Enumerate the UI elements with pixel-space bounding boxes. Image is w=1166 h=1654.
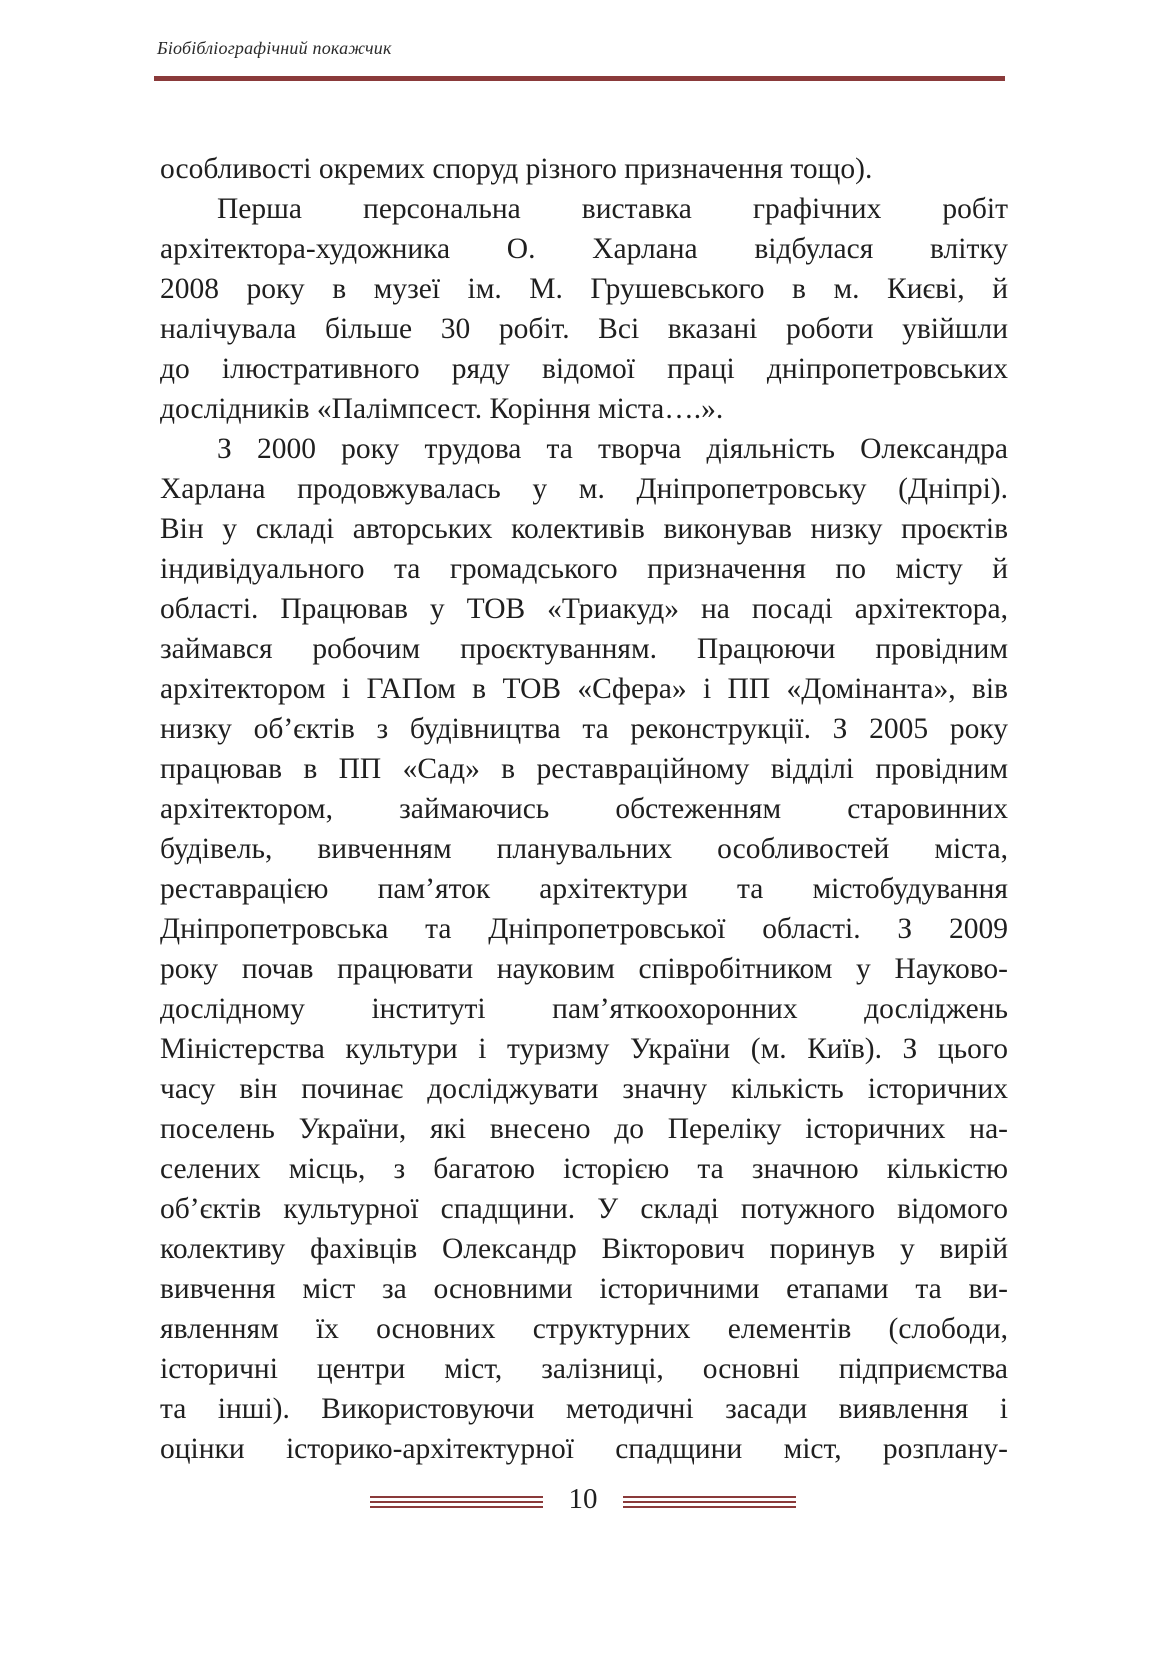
text-line: часу він починає досліджувати значну кількість історичних [160, 1073, 1008, 1105]
text-line: року почав працювати науковим співробітником у Науково- [160, 953, 1008, 985]
text-line: області. Працював у ТОВ «Триакуд» на посаді архітектора, [160, 593, 1008, 625]
text-line: налічувала більше 30 робіт. Всі вказані роботи увійшли [160, 313, 1008, 345]
text-line: дослідному інституті пам’яткоохоронних досліджень [160, 993, 1008, 1025]
text-line: Харлана продовжувалась у м. Дніпропетровську (Дніпрі). [160, 473, 1008, 505]
text-line: Він у складі авторських колективів виконував низку проєктів [160, 513, 1008, 545]
page-number: 10 [568, 1483, 598, 1515]
text-line: 2008 року в музеї ім. М. Грушевського в м. Києві, й [160, 273, 1008, 305]
text-line: архітектора-художника О. Харлана відбулася влітку [160, 233, 1008, 265]
page-footer [370, 1479, 796, 1519]
text-line: об’єктів культурної спадщини. У складі потужного відомого [160, 1193, 1008, 1225]
running-header: Біобібліографічний покажчик [157, 38, 392, 58]
text-line: оцінки історико-архітектурної спадщини міст, розплану- [160, 1433, 1008, 1465]
body-text [160, 149, 1008, 1469]
text-line: індивідуального та громадського призначення по місту й [160, 553, 1008, 585]
text-line: історичні центри міст, залізниці, основні підприємства [160, 1353, 1008, 1385]
text-line: низку об’єктів з будівництва та реконструкції. З 2005 року [160, 713, 1008, 745]
text-line: Дніпропетровська та Дніпропетровської області. З 2009 [160, 913, 1008, 945]
text-line: поселень України, які внесено до Переліку історичних на- [160, 1113, 1008, 1145]
text-line: архітектором і ГАПом в ТОВ «Сфера» і ПП «Домінанта», вів [160, 673, 1008, 705]
text-line: працював в ПП «Сад» в реставраційному відділі провідним [160, 753, 1008, 785]
text-line: займався робочим проєктуванням. Працюючи провідним [160, 633, 1008, 665]
text-line: дослідників «Палімпсест. Коріння міста….». [160, 393, 724, 425]
text-line: та інші). Використовуючи методичні засади виявлення і [160, 1393, 1008, 1425]
text-line: до ілюстративного ряду відомої праці дніпропетровських [160, 353, 1008, 385]
footer-rule-right [623, 1496, 796, 1508]
header-divider [154, 76, 1005, 81]
text-line: селених місць, з багатою історією та значною кількістю [160, 1153, 1008, 1185]
text-line: явленням їх основних структурних елементів (слободи, [160, 1313, 1008, 1345]
text-line: Міністерства культури і туризму України (м. Київ). З цього [160, 1033, 1008, 1065]
text-line: Перша персональна виставка графічних робіт [217, 193, 1008, 225]
text-line: колективу фахівців Олександр Вікторович поринув у вирій [160, 1233, 1008, 1265]
text-line: З 2000 року трудова та творча діяльність Олександра [217, 433, 1008, 465]
text-line: особливості окремих споруд різного призначення тощо). [160, 153, 873, 185]
text-line: архітектором, займаючись обстеженням старовинних [160, 793, 1008, 825]
text-line: реставрацією пам’яток архітектури та містобудування [160, 873, 1008, 905]
text-line: вивчення міст за основними історичними етапами та ви- [160, 1273, 1008, 1305]
text-line: будівель, вивченням планувальних особливостей міста, [160, 833, 1008, 865]
